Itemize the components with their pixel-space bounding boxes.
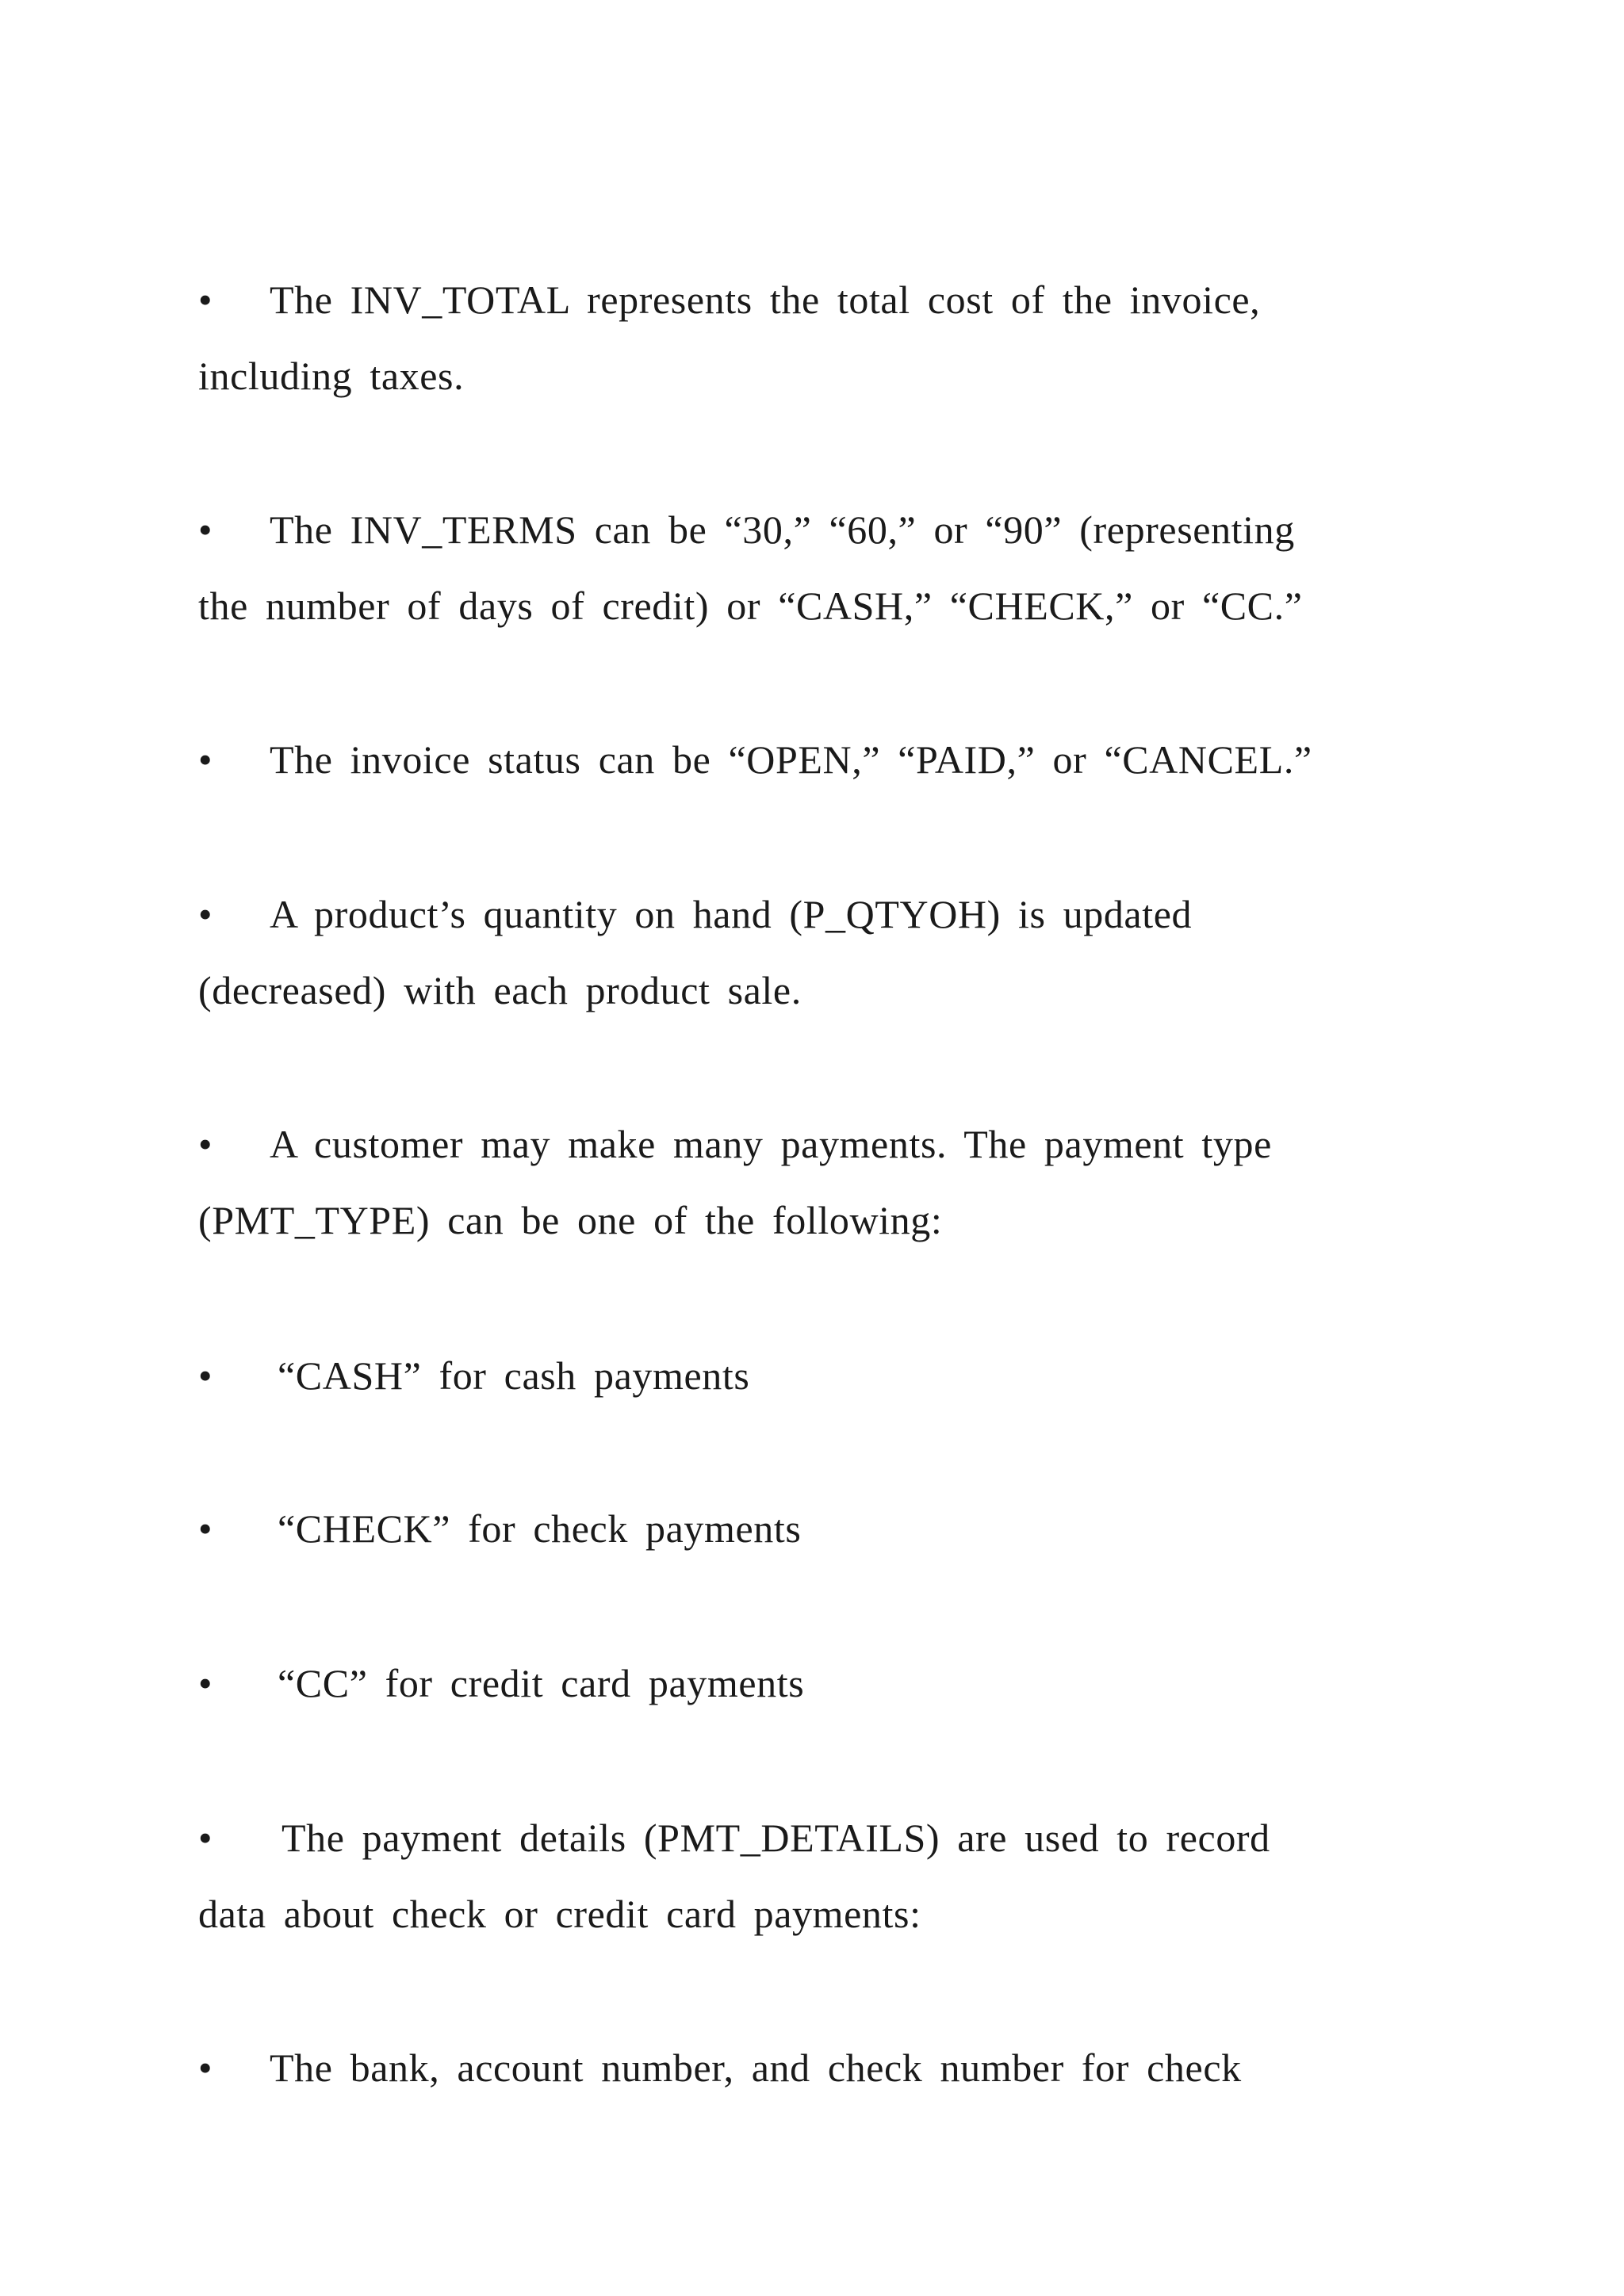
bullet-icon: • <box>198 1816 213 1860</box>
bullet-icon: • <box>198 1661 213 1705</box>
item-text: A product’s quantity on hand (P_QTYOH) is updated <box>270 892 1193 936</box>
bullet-item-cash <box>198 1337 1435 1414</box>
bullet-item-payment-details <box>198 1800 1435 1952</box>
bullet-icon: • <box>198 2045 213 2090</box>
item-text: The bank, account number, and check number for check <box>270 2045 1242 2090</box>
bullet-icon: • <box>198 1506 213 1551</box>
bullet-icon: • <box>198 737 213 782</box>
text-line <box>198 1876 1435 1952</box>
text-line <box>198 1800 1435 1876</box>
bullet-item-quantity-on-hand <box>198 876 1435 1028</box>
text-line <box>198 1182 1435 1258</box>
bullet-item-inv-terms <box>198 492 1435 644</box>
text-line <box>198 1490 1435 1567</box>
item-text: “CASH” for cash payments <box>278 1353 750 1398</box>
text-line <box>198 568 1435 644</box>
item-text: including taxes. <box>198 354 465 398</box>
text-line <box>198 1106 1435 1182</box>
bullet-item-cc <box>198 1645 1435 1721</box>
bullet-icon: • <box>198 1353 213 1398</box>
item-text: The INV_TOTAL represents the total cost of the invoice, <box>270 277 1261 322</box>
item-text: The invoice status can be “OPEN,” “PAID,” or “CANCEL.” <box>270 737 1312 782</box>
bullet-item-payments <box>198 1106 1435 1258</box>
item-text: (PMT_TYPE) can be one of the following: <box>198 1198 943 1242</box>
item-text: data about check or credit card payments: <box>198 1892 921 1936</box>
text-line <box>198 1337 1435 1414</box>
bullet-icon: • <box>198 507 213 552</box>
item-text: “CC” for credit card payments <box>278 1661 805 1705</box>
bullet-icon: • <box>198 892 213 936</box>
bullet-icon: • <box>198 1122 213 1166</box>
bullet-item-check <box>198 1490 1435 1567</box>
item-text: “CHECK” for check payments <box>278 1506 802 1551</box>
bullet-item-invoice-status <box>198 721 1435 798</box>
item-text: the number of days of credit) or “CASH,” “CHECK,” or “CC.” <box>198 584 1303 628</box>
text-line <box>198 492 1435 568</box>
item-text: The payment details (PMT_DETAILS) are used to record <box>282 1816 1270 1860</box>
text-line <box>198 952 1435 1028</box>
text-line <box>198 876 1435 952</box>
item-text: The INV_TERMS can be “30,” “60,” or “90” (representing <box>270 507 1295 552</box>
text-line <box>198 721 1435 798</box>
bullet-item-inv-total <box>198 262 1435 414</box>
item-text: (decreased) with each product sale. <box>198 968 802 1012</box>
text-line <box>198 1645 1435 1721</box>
text-line <box>198 338 1435 414</box>
bullet-icon: • <box>198 277 213 322</box>
item-text: A customer may make many payments. The payment type <box>270 1122 1272 1166</box>
bullet-item-bank-details <box>198 2030 1435 2106</box>
text-line <box>198 262 1435 338</box>
text-line <box>198 2030 1435 2106</box>
